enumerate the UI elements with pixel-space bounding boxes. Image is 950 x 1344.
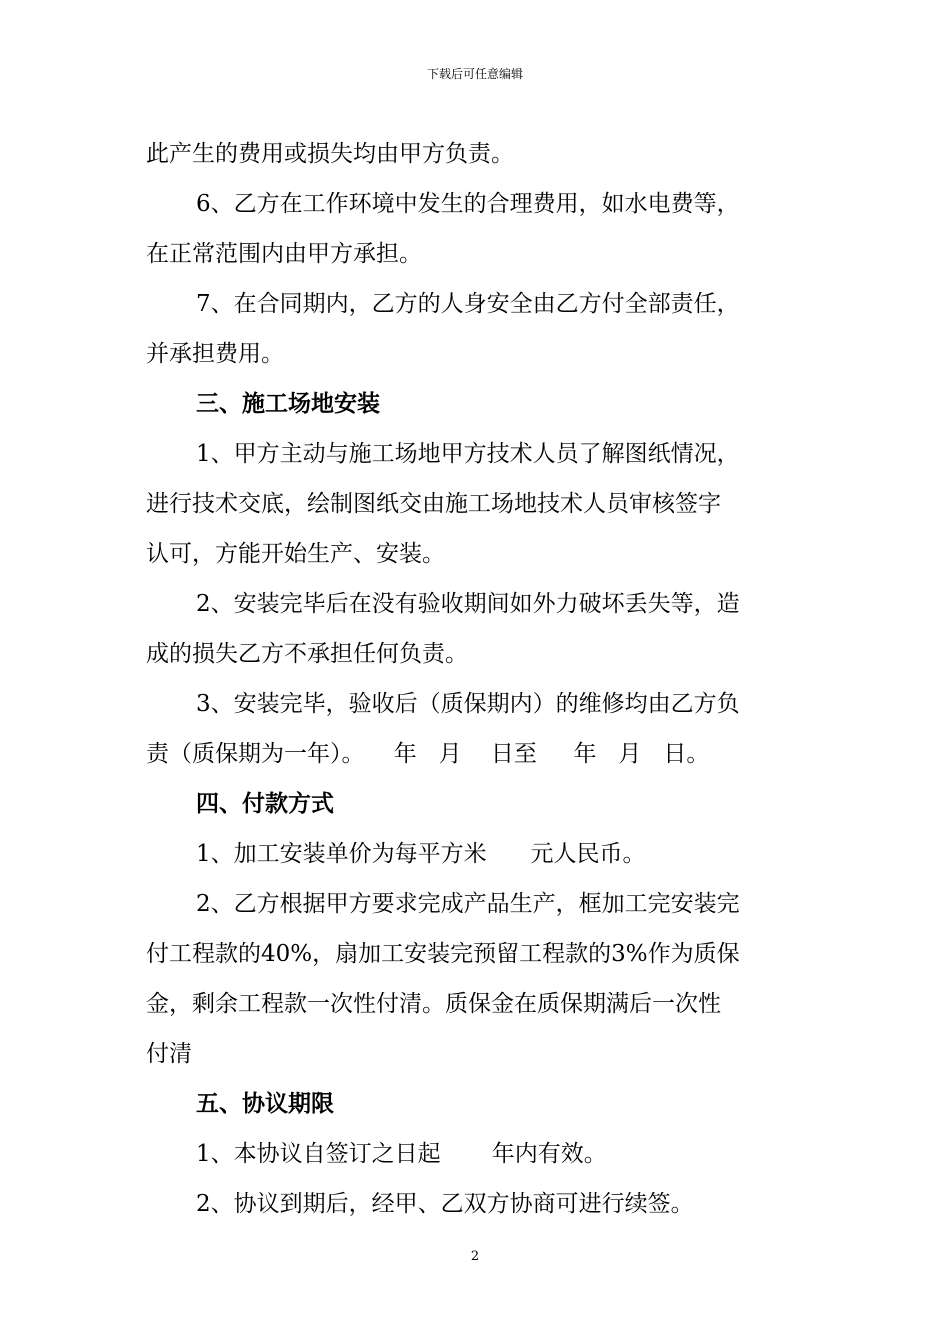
paragraph-line: 进行技术交底，绘制图纸交由施工场地技术人员审核签字 [146,491,721,517]
document-body [146,129,806,1229]
paragraph-line: 成的损失乙方不承担任何负责。 [146,641,468,667]
paragraph-line: 付工程款的40%，扇加工安装完预留工程款的3%作为质保 [146,941,740,967]
page-number: 2 [470,1249,480,1264]
clause-5-2: 2、协议到期后，经甲、乙双方协商可进行续签。 [196,1191,694,1217]
paragraph-line: 并承担费用。 [146,341,284,367]
section-heading-3: 三、施工场地安装 [196,390,380,417]
clause-3-2: 2、安装完毕后在没有验收期间如外力破坏丢失等，造 [196,591,740,617]
clause-4-1: 1、加工安装单价为每平方米 元人民币。 [196,841,646,867]
clause-6: 6、乙方在工作环境中发生的合理费用，如水电费等， [196,191,740,217]
paragraph-line: 在正常范围内由甲方承担。 [146,241,422,267]
paragraph-line: 认可，方能开始生产、安装。 [146,541,445,567]
section-heading-4: 四、付款方式 [196,790,334,817]
paragraph-line: 金，剩余工程款一次性付清。质保金在质保期满后一次性 [146,991,721,1017]
page-header: 下载后可任意编辑 [426,67,523,81]
clause-4-2: 2、乙方根据甲方要求完成产品生产，框加工完安装完 [196,891,740,917]
clause-7: 7、在合同期内，乙方的人身安全由乙方付全部责任， [196,291,740,317]
paragraph-line: 责（质保期为一年）。 年 月 日至 年 月 日。 [146,741,710,767]
clause-3-3: 3、安装完毕，验收后（质保期内）的维修均由乙方负 [196,691,740,717]
paragraph-line: 付清 [146,1041,192,1067]
section-heading-5: 五、协议期限 [196,1090,334,1117]
clause-5-1: 1、本协议自签订之日起 年内有效。 [196,1141,607,1167]
clause-3-1: 1、甲方主动与施工场地甲方技术人员了解图纸情况， [196,441,740,467]
paragraph-line: 此产生的费用或损失均由甲方负责。 [146,141,514,167]
